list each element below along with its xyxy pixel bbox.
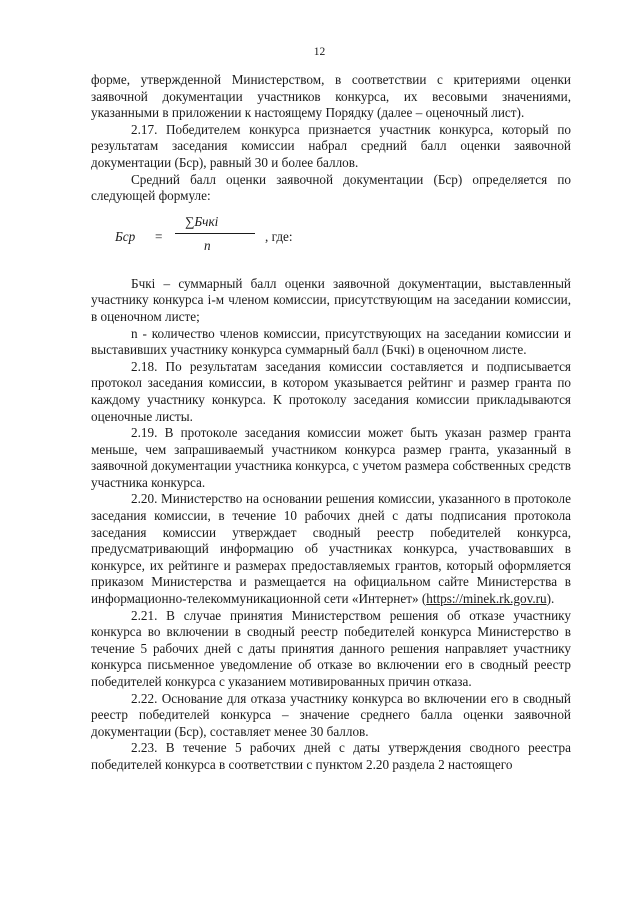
paragraph-2-19: 2.19. В протоколе заседания комиссии может быть указан размер гранта меньше, чем запрашиваемый участником конкурса размер гранта, указанный в заявочной документации участника конкурса, с учетом размера собственных средств участника конкурса. — [91, 425, 571, 490]
paragraph-2-20 — [91, 491, 571, 607]
paragraph-2-21: 2.21. В случае принятия Министерством решения об отказе участнику конкурса во включении в сводный реестр победителей конкурса Министерство в течение 5 рабочих дней с даты принятия данного решения направляет участнику конкурса письменное уведомление об отказе во включении его в сводный реестр победителей конкурса с указанием мотивированных причин отказа. — [91, 607, 571, 689]
paragraph-2-22: 2.22. Основание для отказа участнику конкурса во включении его в сводный реестр победителей конкурса – значение среднего балла оценки заявочной документации (Бср), составляет менее 30 баллов. — [91, 690, 571, 739]
paragraph-n-definition: n - количество членов комиссии, присутствующих на заседании комиссии и выставивших участнику конкурса суммарный балл (Бчкi) в оценочном листе. — [91, 325, 571, 358]
paragraph-formula-intro: Средний балл оценки заявочной документации (Бср) определяется по следующей формуле: — [91, 171, 571, 204]
paragraph-2-23: 2.23. В течение 5 рабочих дней с даты утверждения сводного реестра победителей конкурса в соответствии с пунктом 2.20 раздела 2 настоящего — [91, 740, 571, 772]
ministry-website-link[interactable]: https://minek.rk.gov.ru — [426, 591, 547, 607]
formula-fraction-bar — [175, 233, 255, 234]
paragraph-2-18: 2.18. По результатам заседания комиссии составляется и подписывается протокол заседания комиссии, в котором указывается рейтинг и размер гранта по каждому участнику конкурса. К протоколу заседания комиссии прикладываются оценочные листы. — [91, 358, 571, 424]
page-number: 12 — [313, 46, 326, 58]
formula-equals: = — [155, 228, 163, 244]
paragraph-2-17: 2.17. Победителем конкурса признается участник конкурса, который по результатам заседания комиссии набрал средний балл оценки заявочной документации (Бср), равный 30 и более баллов. — [91, 121, 571, 170]
paragraph-continuation: форме, утвержденной Министерством, в соответствии с критериями оценки заявочной документации участников конкурса, их весовыми значениями, указанными в приложении к настоящему Порядку (далее – оценочный лист). — [91, 72, 571, 121]
paragraph-2-20-text: 2.20. Министерство на основании решения комиссии, указанного в протоколе заседания комиссии, в течение 10 рабочих дней с даты подписания протокола заседания комиссии утверждает сводный реестр победителей конкурса, предусматривающий информацию об участниках конкурса, участвовавших в конкурсе, их рейтинге и размерах предоставляемых грантов, который оформляется приказом Министерства и размещается на официальном сайте Министерства в информационно-телекоммуникационной сети «Интернет» ( — [91, 491, 571, 607]
formula-lhs: Бср — [115, 228, 136, 244]
formula-tail: , где: — [265, 228, 293, 244]
average-score-formula — [91, 208, 571, 262]
paragraph-bchki-definition: Бчкi – суммарный балл оценки заявочной документации, выставленный участнику конкурса i-м членом комиссии, присутствующим на заседании комиссии, в оценочном листе; — [91, 275, 571, 324]
paragraph-2-20-end: ). — [546, 591, 555, 607]
formula-denominator: n — [204, 237, 211, 253]
document-body — [91, 72, 571, 774]
formula-numerator: ∑Бчкi — [185, 213, 219, 229]
